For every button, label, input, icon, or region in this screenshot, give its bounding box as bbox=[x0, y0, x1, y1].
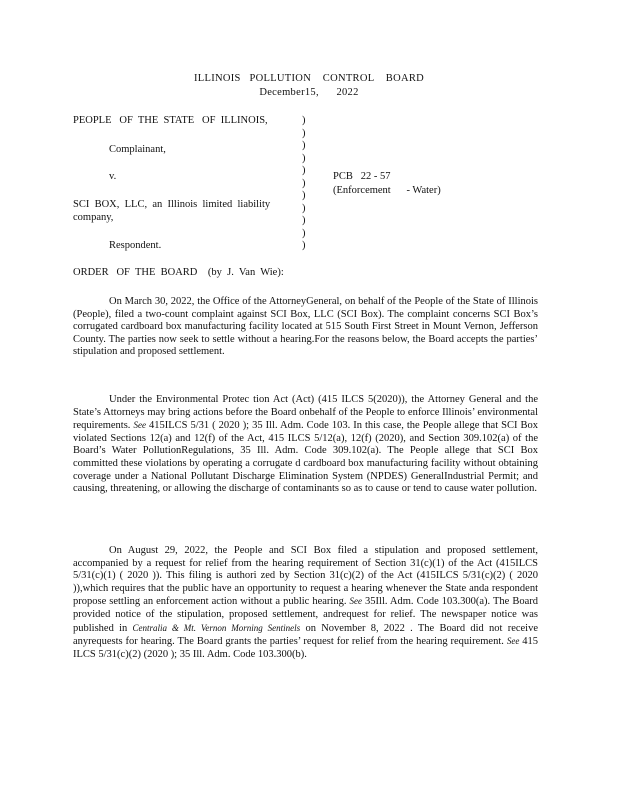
paren: ) bbox=[302, 240, 306, 251]
defendant-name-cont: company, bbox=[73, 212, 114, 223]
paragraph-3-text-c: on November 8, 2022 . The Board did not receive anyrequests for hearing. The Board grants the parties’ request for relief from the hearing requirement. bbox=[73, 622, 539, 648]
paragraph-3 bbox=[73, 545, 538, 661]
paragraph-3-text-b: 35Ill. Adm. Code 103.300(a). The Board provided notice of the stipulation, proposed settlement, andrequest for relief. The newspaper notice was published in bbox=[73, 596, 539, 634]
paragraph-1-text: On March 30, 2022, the Office of the AttorneyGeneral, on behalf of the People of the State of Illinois (People), filed a two-count complaint against SCI Box, LLC (SCI Box). The complaint concerns SCI Box’s corrugated cardboard box manufacturing facility located at 515 South First Street in Mount Vernon, Jefferson County. The parties now seek to settle without a hearing.For the reasons below, the Board accepts the parties’ stipulation and proposed settlement. bbox=[73, 296, 538, 358]
board-name: ILLINOIS POLLUTION CONTROL BOARD bbox=[193, 73, 425, 84]
paren: ) bbox=[302, 227, 306, 239]
plaintiff-role: Complainant, bbox=[109, 144, 166, 155]
paren: ) bbox=[302, 127, 306, 139]
paren: ) bbox=[302, 152, 306, 164]
paragraph-3-text-d: 415 ILCS 5/31(c)(2) (2020 ); 35 Ill. Adm. Code 103.300(b). bbox=[73, 636, 539, 660]
paragraph-2 bbox=[73, 394, 538, 496]
paren: ) bbox=[302, 140, 306, 151]
newspaper-name: Centralia & Mt. Vernon Morning Sentinels bbox=[132, 622, 301, 633]
paren: ) bbox=[302, 115, 306, 126]
see-citation: See bbox=[349, 596, 362, 607]
see-citation: See bbox=[133, 420, 146, 431]
paren: ) bbox=[302, 165, 306, 176]
order-date: December15, 2022 bbox=[259, 86, 359, 98]
defendant-role: Respondent. bbox=[109, 240, 162, 251]
paragraph-1 bbox=[73, 296, 538, 359]
paragraph-2-text-a: Under the Environmental Protec tion Act (Act) (415 ILCS 5(2020)), the Attorney General and the State’s Attorneys may bring actions before the Board onbehalf of the People to enforce Illinois’ environmental requirements. bbox=[73, 394, 538, 432]
defendant-name: SCI BOX, LLC, an Illinois limited liability bbox=[73, 199, 271, 210]
paragraph-2-text-b: 415ILCS 5/31 ( 2020 ); 35 Ill. Adm. Code 103. In this case, the People allege that SCI Box violated Sections 12(a) and 12(f) of the Act, 415 ILCS 5/12(a), 12(f) (2020), and Section 309.102(a) of the Board’s Water PollutionRegulations, 35 Ill. Adm. Code 309.102(a). The People allege that SCI Box committed these violations by operating a corrugate d cardboard box manufacturing facility without obtaining coverage under a National Pollutant Discharge Elimination System (NPDES) GeneralIndustrial Permit; and causing, threatening, or allowing the discharge of contaminants so as to cause or tend to cause water pollution. bbox=[73, 420, 538, 495]
paren: ) bbox=[302, 177, 306, 189]
paragraph-3-text-a: On August 29, 2022, the People and SCI Box filed a stipulation and proposed settlement, accompanied by a request for relief from the hearing requirement of Section 31(c)(1) of the Act (415ILCS 5/31(c)(1) ( 2020 )). This filing is authori zed by Section 31(c)(2) of the Act (415ILCS 5/31(c)(2) ( 2020 )),which requires that the public have an opportunity to request a hearing whenever the State anda respondent propose settling an enforcement action without a public hearing. bbox=[73, 545, 538, 608]
caption-parens bbox=[302, 115, 306, 253]
document-header bbox=[0, 73, 618, 99]
plaintiff-name: PEOPLE OF THE STATE OF ILLINOIS, bbox=[73, 115, 268, 126]
order-title: ORDER OF THE BOARD (by J. Van Wie): bbox=[73, 267, 284, 278]
paren: ) bbox=[302, 202, 306, 214]
case-number: PCB 22 - 57 bbox=[333, 171, 391, 182]
case-type: (Enforcement - Water) bbox=[333, 185, 441, 196]
versus-label: v. bbox=[109, 171, 117, 182]
see-citation: See bbox=[506, 636, 520, 647]
paren: ) bbox=[302, 190, 306, 201]
paren: ) bbox=[302, 215, 306, 226]
